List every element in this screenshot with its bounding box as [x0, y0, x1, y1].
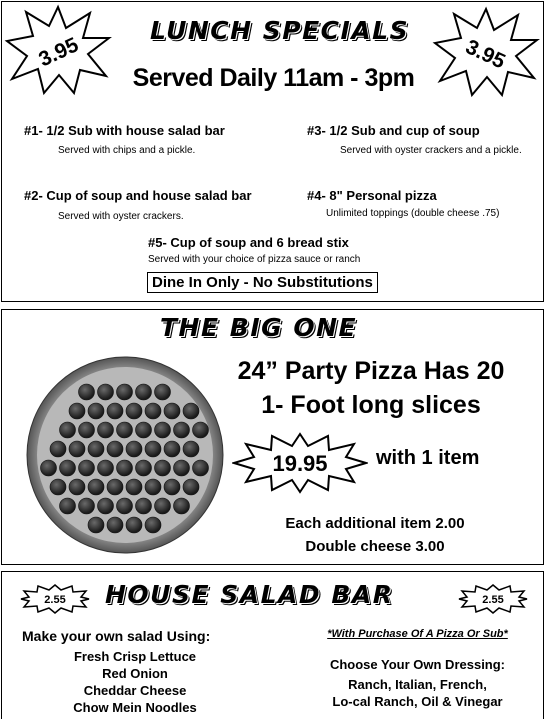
- special-5-name: #5- Cup of soup and 6 bread stix: [148, 235, 349, 250]
- pepperoni: [98, 384, 114, 400]
- special-3-name: #3- 1/2 Sub and cup of soup: [307, 123, 480, 138]
- pepperoni: [174, 498, 190, 514]
- pepperoni: [174, 460, 190, 476]
- big-one-price: 19.95: [272, 451, 328, 476]
- pepperoni: [79, 460, 95, 476]
- pepperoni: [174, 422, 190, 438]
- pepperoni: [193, 460, 209, 476]
- pepperoni: [107, 479, 123, 495]
- salad-price-burst-left: [20, 584, 90, 614]
- pepperoni: [155, 422, 171, 438]
- with-one-item: with 1 item: [376, 447, 480, 469]
- pepperoni: [69, 441, 85, 457]
- pepperoni: [88, 517, 104, 533]
- pepperoni: [50, 479, 66, 495]
- salad-price: 2.55: [44, 594, 66, 606]
- burst-price: 3.95: [35, 33, 83, 72]
- pepperoni: [126, 441, 142, 457]
- pepperoni: [41, 460, 57, 476]
- pepperoni: [69, 403, 85, 419]
- pepperoni: [126, 403, 142, 419]
- pepperoni: [164, 479, 180, 495]
- pepperoni: [79, 384, 95, 400]
- pepperoni: [107, 403, 123, 419]
- pepperoni: [145, 403, 161, 419]
- pepperoni: [60, 422, 76, 438]
- special-1-name: #1- 1/2 Sub with house salad bar: [24, 123, 225, 138]
- salad-price-burst-right: [458, 584, 528, 614]
- pepperoni: [88, 441, 104, 457]
- salad-ingredient: Chow Mein Noodles: [73, 700, 197, 715]
- make-your-own-heading: Make your own salad Using:: [22, 628, 211, 644]
- salad-ingredient: Fresh Crisp Lettuce: [73, 649, 197, 664]
- big-one-price-burst: [232, 432, 368, 494]
- salad-price: 2.55: [482, 594, 504, 606]
- pepperoni: [155, 460, 171, 476]
- pepperoni: [117, 384, 133, 400]
- special-4-name: #4- 8" Personal pizza: [307, 188, 437, 203]
- pepperoni: [183, 441, 199, 457]
- pepperoni: [60, 460, 76, 476]
- salad-ingredient: Red Onion: [102, 666, 168, 681]
- served-hours: Served Daily 11am - 3pm: [132, 64, 415, 92]
- pepperoni: [107, 517, 123, 533]
- special-1-desc: Served with chips and a pickle.: [58, 145, 196, 156]
- burst-price: 3.95: [461, 35, 509, 74]
- pepperoni: [98, 498, 114, 514]
- pepperoni: [183, 479, 199, 495]
- lunch-specials-title: LUNCH SPECIALS: [150, 16, 410, 45]
- pepperoni: [136, 498, 152, 514]
- salad-ingredient: Cheddar Cheese: [83, 683, 187, 698]
- pepperoni: [145, 441, 161, 457]
- pepperoni: [136, 384, 152, 400]
- special-4-desc: Unlimited toppings (double cheese .75): [326, 208, 500, 219]
- dressing-options-line2: Lo-cal Ranch, Oil & Vinegar: [332, 694, 503, 709]
- pepperoni: [136, 460, 152, 476]
- dressing-heading: Choose Your Own Dressing:: [329, 657, 506, 672]
- pepperoni: [98, 460, 114, 476]
- special-3-desc: Served with oyster crackers and a pickle.: [340, 145, 522, 156]
- pepperoni: [117, 460, 133, 476]
- pepperoni: [79, 422, 95, 438]
- dressing-options-line1: Ranch, Italian, French,: [348, 677, 487, 692]
- pepperoni: [117, 422, 133, 438]
- pepperoni: [136, 422, 152, 438]
- pepperoni: [98, 422, 114, 438]
- special-2-desc: Served with oyster crackers.: [58, 211, 184, 222]
- dine-in-note: Dine In Only - No Substitutions: [147, 272, 378, 293]
- purchase-note: *With Purchase Of A Pizza Or Sub*: [327, 628, 508, 640]
- pepperoni: [50, 441, 66, 457]
- pepperoni: [164, 403, 180, 419]
- additional-item-price: Each additional item 2.00: [285, 515, 465, 532]
- pepperoni: [126, 479, 142, 495]
- party-pizza-line1: 24” Party Pizza Has 20: [237, 357, 505, 385]
- double-cheese-price: Double cheese 3.00: [305, 538, 445, 555]
- pepperoni: [126, 517, 142, 533]
- pepperoni: [88, 479, 104, 495]
- pepperoni: [155, 498, 171, 514]
- big-one-title: THE BIG ONE: [160, 313, 358, 342]
- pepperoni: [193, 422, 209, 438]
- pepperoni: [155, 384, 171, 400]
- pepperoni: [164, 441, 180, 457]
- pepperoni: [69, 479, 85, 495]
- special-5-desc: Served with your choice of pizza sauce or ranch: [148, 254, 361, 265]
- pepperoni: [88, 403, 104, 419]
- pepperoni: [145, 479, 161, 495]
- pepperoni: [79, 498, 95, 514]
- party-pizza-line2: 1- Foot long slices: [261, 391, 481, 419]
- pepperoni: [117, 498, 133, 514]
- pepperoni: [145, 517, 161, 533]
- salad-bar-title: HOUSE SALAD BAR: [105, 580, 394, 609]
- special-2-name: #2- Cup of soup and house salad bar: [24, 188, 252, 203]
- pizza-illustration: [25, 355, 225, 555]
- pepperoni: [183, 403, 199, 419]
- pepperoni: [60, 498, 76, 514]
- pepperoni: [107, 441, 123, 457]
